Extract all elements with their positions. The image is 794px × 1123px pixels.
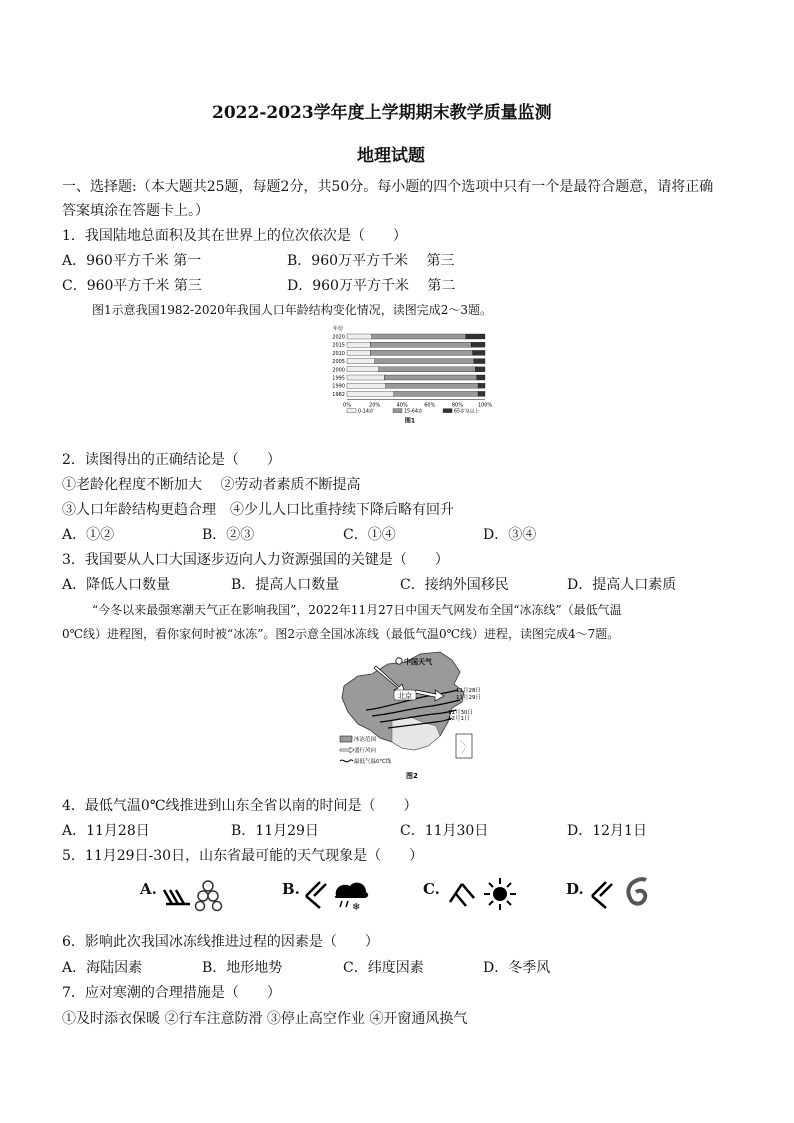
chart-bar-segment [347,350,370,355]
chart-bar-segment [347,342,370,347]
chart-bar-segment [370,350,472,355]
population-age-chart [315,324,500,436]
chart-category-label: 2005 [332,359,345,366]
chart-x-tick-label: 40% [396,402,408,409]
q5-option-c-symbol [444,876,520,912]
q3-option-b: B．提高人口数量 [231,577,340,593]
map-brand: 中国天气 [404,658,432,666]
chart-bar-segment [372,334,466,339]
snowflake-icon [196,881,222,911]
figure2-intro-line1: “今冬以来最强寒潮天气正在影响我国”，2022年11月27日中国天气网发布全国“冰冻线”（最低气温 [92,603,622,617]
chart-category-label: 1982 [332,391,345,398]
chart-bar-segment [347,367,379,372]
wind-barb-icon [306,882,326,908]
legend-label: 盛行风向 [354,748,377,754]
chart-bar-segment [379,367,476,372]
q2-option-b: B．②③ [202,527,255,543]
q3-option-d: D．提高人口素质 [567,577,677,593]
chart-legend-label: 65岁及以上 [454,409,480,415]
sun-icon [484,878,516,910]
q4-option-b: B．11月29日 [231,823,319,839]
chart-ylabel: 年份 [333,326,344,332]
q5-option-d-label: D. [566,880,584,898]
q1-option-d: D．960万平方千米 第二 [287,278,456,294]
q4-stem: 4．最低气温0℃线推进到山东全省以南的时间是（ ） [62,798,418,814]
chart-bar-segment [477,375,485,380]
map-date-label: 11月30日 [448,710,473,716]
chart-category-label: 2020 [332,334,345,341]
map-date-label: 12月1日 [448,716,470,722]
chart-bar-segment [466,334,485,339]
q2-option-c: C．①④ [343,527,396,543]
chart-bar-segment [347,391,394,396]
chart-bar-segment [394,391,478,396]
figure1-intro: 图1示意我国1982-2020年我国人口年龄结构变化情况，读图完成2～3题。 [92,303,493,317]
q7-stem: 7．应对寒潮的合理措施是（ ） [62,985,281,1001]
section-instruction-line2: 答案填涂在答题卡上。） [62,203,209,219]
chart-x-tick-label: 80% [451,402,463,409]
chart-title: 图1 [404,417,416,425]
chart-bar-segment [475,367,485,372]
q5-option-b-symbol [300,876,372,912]
map-date-label: 11月29日 [456,695,481,701]
q5-option-a-symbol [160,876,230,912]
chart-x-tick-label: 60% [424,402,436,409]
q6-option-c: C．纬度因素 [343,960,424,976]
q2-statements-1: ①老龄化程度不断加大 ②劳动者素质不断提高 [62,477,361,493]
exam-title: 2022-2023学年度上学期期末教学质量监测 [212,103,552,123]
q2-stem: 2．读图得出的正确结论是（ ） [62,452,281,468]
chart-x-tick-label: 20% [369,402,381,409]
chart-bar-segment [386,383,478,388]
q1-stem: 1．我国陆地总面积及其在世界上的位次依次是（ ） [62,228,407,244]
q1-option-c: C．960平方千米 第三 [62,278,202,294]
chart-bar-segment [347,383,386,388]
exam-subtitle: 地理试题 [357,146,425,166]
chart-bar-segment [478,391,485,396]
q6-option-a: A．海陆因素 [62,960,143,976]
chart-legend-label: 15-64岁 [404,409,423,415]
q7-options: ①及时添衣保暖 ②行车注意防滑 ③停止高空作业 ④开窗通风换气 [62,1011,468,1027]
q2-option-d: D．③④ [483,527,537,543]
weather-brand-icon [396,658,402,664]
chart-legend-swatch [347,409,356,413]
chart-bar-segment [478,383,485,388]
wind-barb-icon [592,882,612,908]
q3-option-c: C．接纳外国移民 [400,577,509,593]
legend-label: 最低气温0℃线 [354,759,392,765]
wind-barb-icon [164,890,190,904]
q5-stem: 5．11月29日-30日，山东省最可能的天气现象是（ ） [62,848,424,864]
rain-snow-cloud-icon [335,883,368,912]
chart-bar-segment [473,350,485,355]
south-china-sea-inset [456,734,472,758]
q1-option-b: B．960万平方千米 第三 [287,253,455,269]
legend-label: 冰冻范围 [354,737,377,743]
figure2-intro-line2: 0℃线）进程图，看你家何时被“冰冻”。图2示意全国冰冻线（最低气温0℃线）进程，读图完成4～7题。 [62,627,620,641]
chart-legend-swatch [393,409,402,413]
section-instruction-line1: 一、选择题:（本大题共25题，每题2分，共50分。每小题的四个选项中只有一个是最符合题意，请将正确 [62,179,714,195]
map-date-label: 11月28日 [456,688,481,694]
chart-bar-segment [471,342,485,347]
chart-legend-swatch [443,409,452,413]
q5-option-d-symbol [586,876,652,912]
typhoon-icon [628,879,646,904]
wind-barb-icon [450,884,474,906]
q6-option-d: D．冬季风 [483,960,551,976]
q2-statements-2: ③人口年龄结构更趋合理 ④少儿人口比重持续下降后略有回升 [62,502,454,518]
chart-category-label: 2010 [332,350,345,357]
chart-bar-segment [347,359,375,364]
chart-bar-segment [370,342,471,347]
freeze-line-map [336,650,491,782]
chart-legend-label: 0-14岁 [358,409,374,415]
chart-x-tick-label: 100% [477,402,493,409]
q4-option-a: A．11月28日 [62,823,150,839]
chart-category-label: 1990 [332,383,345,390]
q5-option-b-label: B. [282,880,300,898]
q4-option-c: C．11月30日 [400,823,489,839]
q2-option-a: A．①② [62,527,115,543]
q3-option-a: A．降低人口数量 [62,577,171,593]
svg-text:❄: ❄ [352,902,361,912]
q1-option-a: A．960平方千米 第一 [62,253,202,269]
chart-category-label: 2015 [332,342,345,349]
chart-x-tick-label: 0% [343,402,351,409]
q3-stem: 3．我国要从人口大国逐步迈向人力资源强国的关键是（ ） [62,552,449,568]
q5-option-c-label: C. [423,880,440,898]
chart-category-label: 2000 [332,367,345,374]
chart-bar-segment [474,359,485,364]
chart-bar-segment [347,334,372,339]
map-caption: 图2 [406,772,418,780]
chart-bar-segment [375,359,474,364]
chart-bar-segment [384,375,476,380]
chart-bar-segment [347,375,384,380]
q6-stem: 6．影响此次我国冰冻线推进过程的因素是（ ） [62,934,379,950]
map-city-label: 北京 [398,692,412,700]
legend-swatch-frozen [340,736,352,742]
q4-option-d: D．12月1日 [567,823,647,839]
chart-category-label: 1995 [332,375,345,382]
q6-option-b: B．地形地势 [202,960,283,976]
q5-option-a-label: A. [140,880,157,898]
